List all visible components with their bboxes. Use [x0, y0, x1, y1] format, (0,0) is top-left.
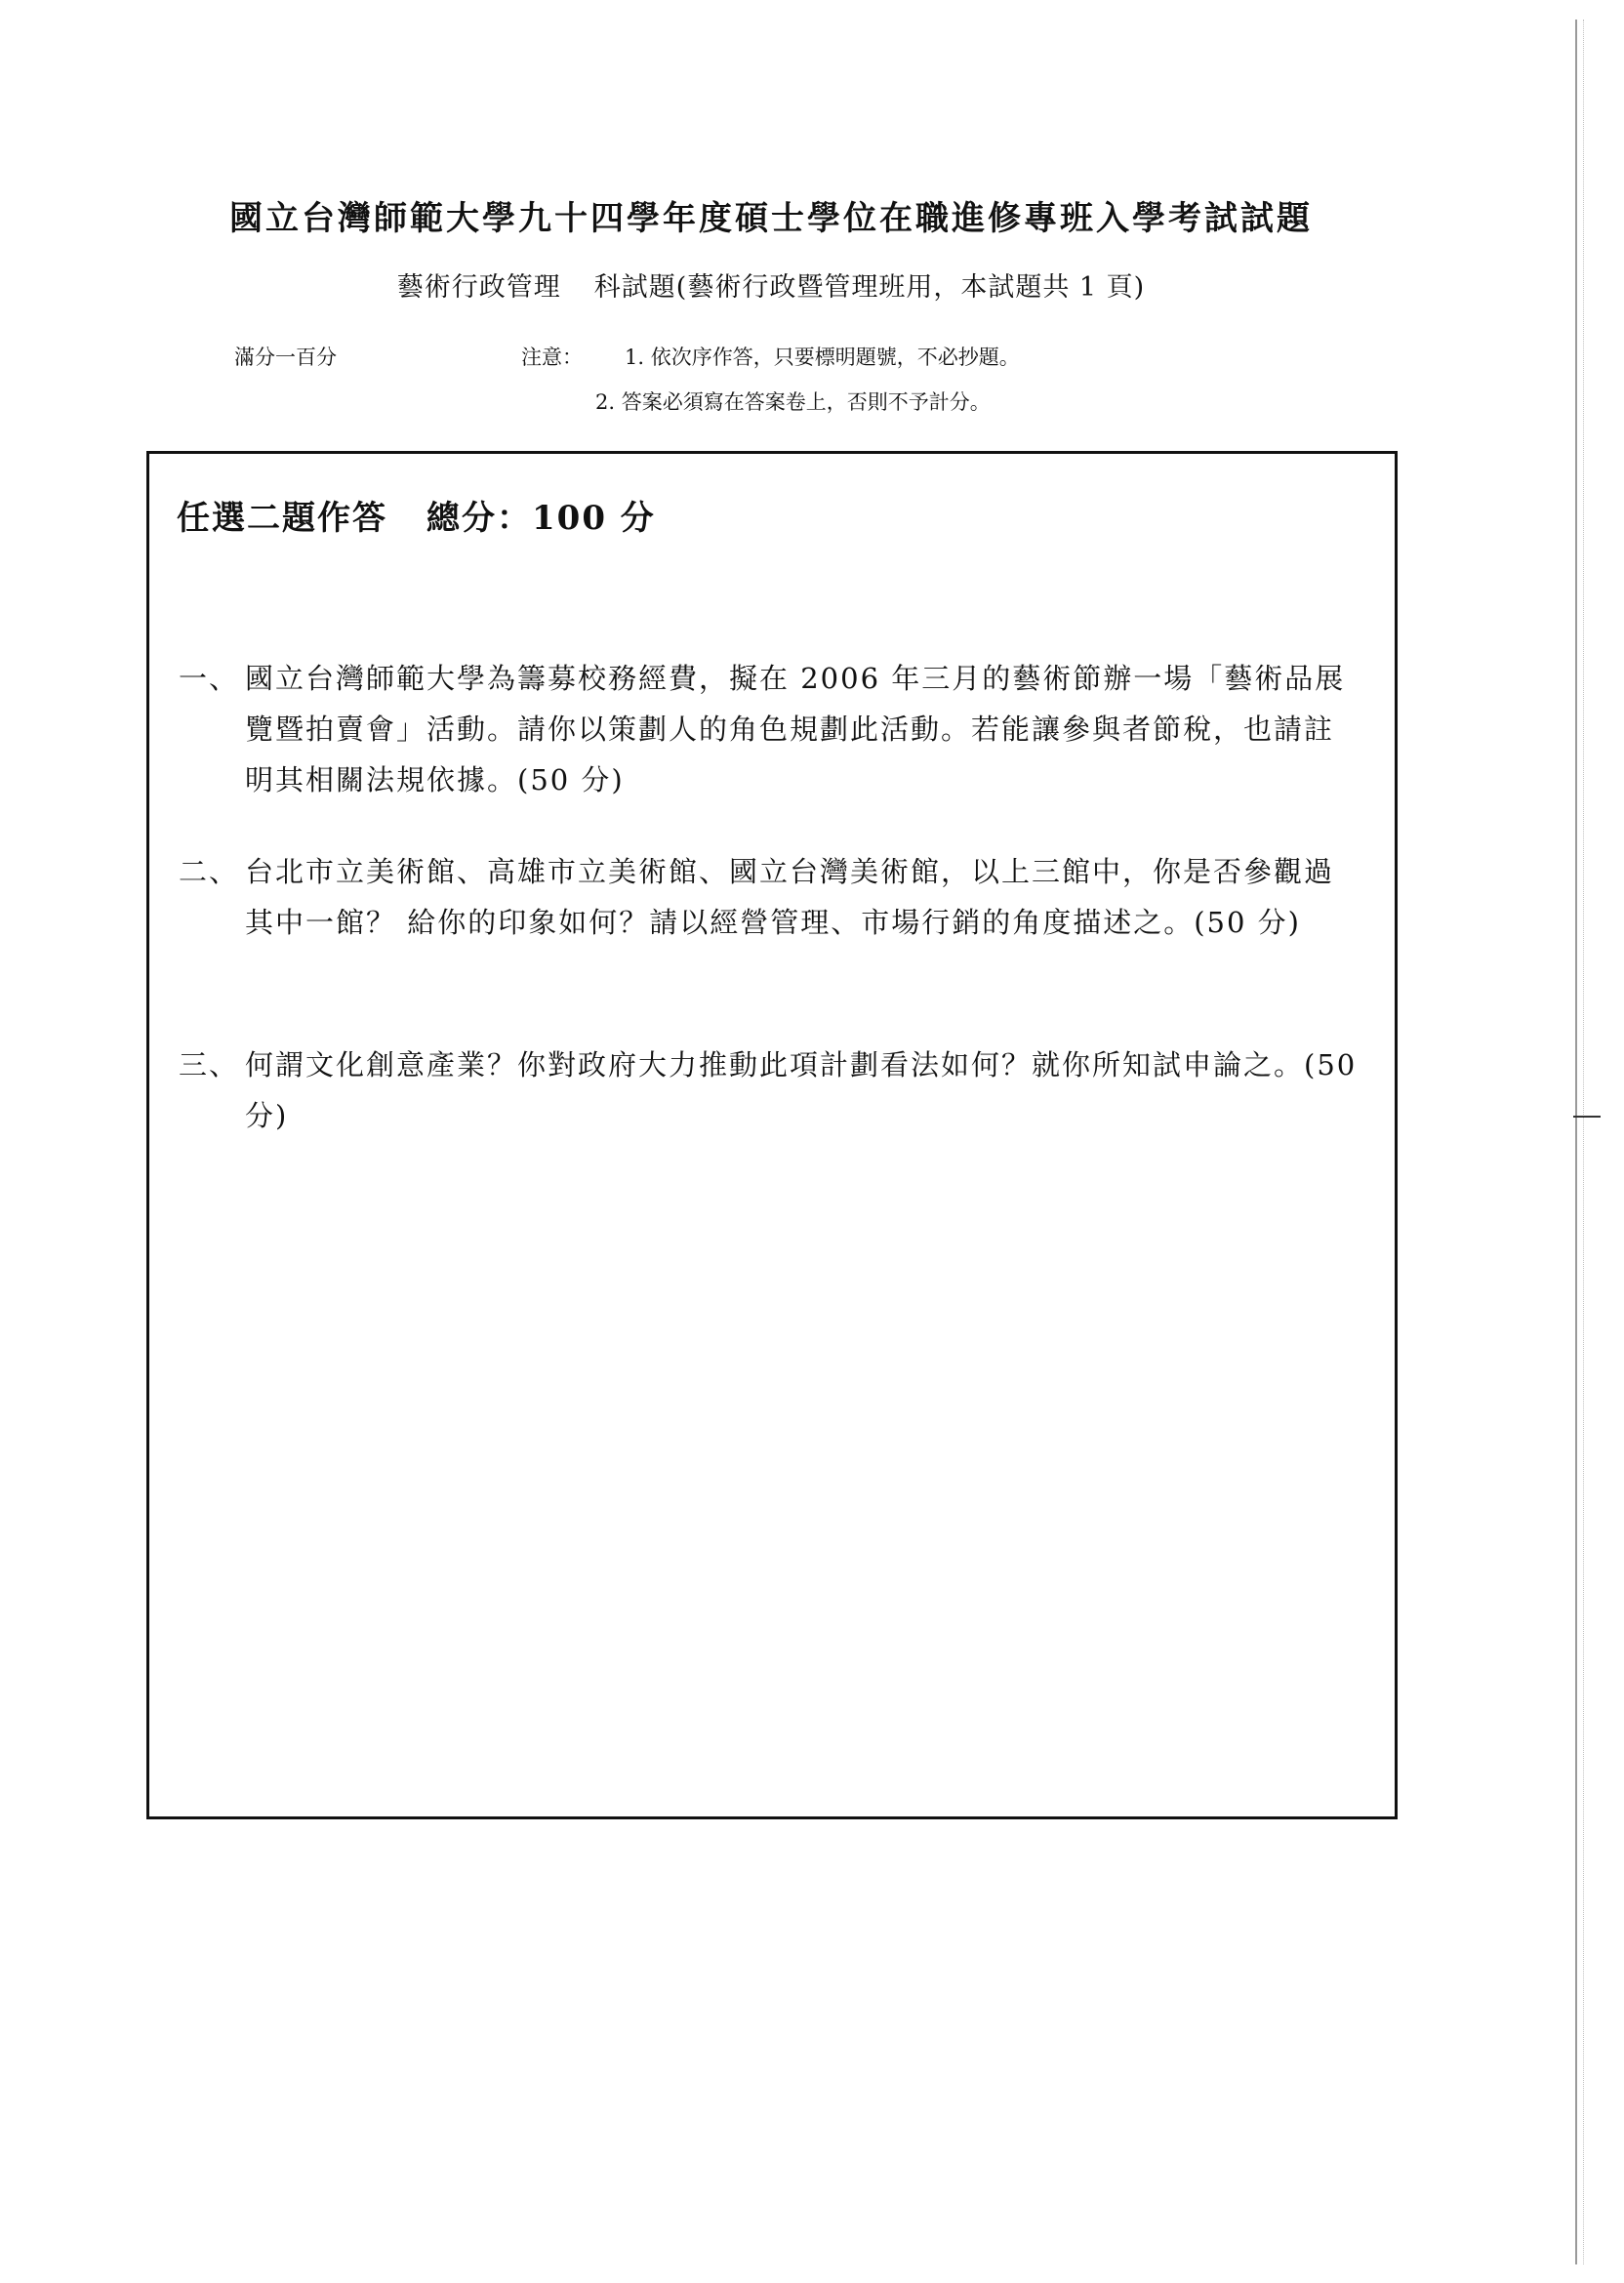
question-3-number: 三、: [179, 1048, 240, 1081]
full-score-label: 滿分一百分: [234, 346, 337, 369]
notice-label: 注意：: [521, 346, 583, 369]
scan-edge-tick: [1573, 1116, 1601, 1118]
question-3-text: 何謂文化創意產業？你對政府大力推動此項計劃看法如何？就你所知試申論之。(50 分): [245, 1048, 1358, 1132]
scan-edge-line: [1575, 20, 1584, 2264]
exam-title: 國立台灣師範大學九十四學年度碩士學位在職進修專班入學考試試題: [229, 199, 1313, 238]
exam-question-box: [146, 451, 1398, 1819]
question-1: [179, 653, 1360, 805]
subject-name: 藝術行政管理: [396, 272, 561, 303]
exam-subtitle: [0, 265, 1542, 304]
question-1-text: 國立台灣師範大學為籌募校務經費，擬在 2006 年三月的藝術節辦一場「藝術品展覽暨拍賣會」活動。請你以策劃人的角色規劃此活動。若能讓參與者節稅，也請註明其相關法規依據。(50 分): [245, 662, 1346, 796]
question-2-text: 台北市立美術館、高雄市立美術館、國立台灣美術館，以上三館中，你是否參觀過其中一館？ 給你的印象如何？請以經營管理、市場行銷的角度描述之。(50 分): [245, 855, 1335, 939]
question-3: [179, 1040, 1360, 1141]
question-2-number: 二、: [179, 855, 240, 888]
total-score: 總分：100 分: [426, 499, 656, 538]
notice-item-1: 1. 依次序作答，只要標明題號，不必抄題。: [625, 346, 1020, 369]
question-2: [179, 846, 1360, 948]
exam-instruction: [177, 491, 656, 539]
subject-note: 科試題(藝術行政暨管理班用，本試題共 1 頁): [593, 272, 1146, 303]
question-1-number: 一、: [179, 662, 240, 695]
instruction-text: 任選二題作答: [177, 499, 387, 538]
notice-item-2: 2. 答案必須寫在答案卷上，否則不予計分。: [595, 390, 991, 414]
